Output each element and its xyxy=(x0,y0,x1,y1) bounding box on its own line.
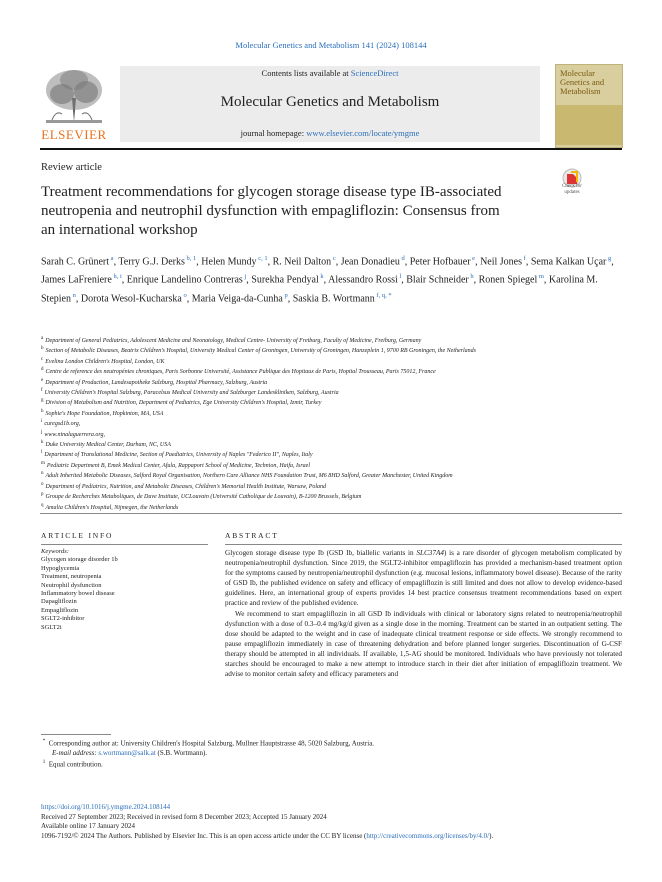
author-affiliation-marker[interactable]: h xyxy=(468,273,474,281)
author-name[interactable]: R. Neil Dalton xyxy=(272,256,332,268)
contents-available-line xyxy=(120,68,540,78)
author-list: Sarah C. Grünert $^a$, Terry G.J. Derks $^{b, 1}$, Helen Mundy $^{c, 1}$, R. Neil Dalton $^c$, Jean Donadieu $^d$, Peter Hofbauer $^e$, Neil Jones $^f$, Sema Kalkan Uçar $^g$, James LaFreniere $^{h, i}$, Enrique Landelino Contreras $^j$, Surekha Pendyal $^k$, Alessandro Rossi $^l$, Blair Schneider $^h$, Ronen Spiegel $^m$, Karolina M. Stepien $^n$, Dorota Wesol-Kucharska $^o$, Maria Veiga-da-Cunha $^p$, Saskia B. Wortmann $^{f, q, *}$ xyxy=(41,255,614,304)
affiliation-item: $^f$ University Children's Hospital Salzburg, Paracelsus Medical University and Salzburger Landeskliniken, Salzburg, Austria xyxy=(41,388,339,397)
license-prefix: 1096-7192/© 2024 The Authors. Published by Elsevier Inc. This is an open access article under the CC BY license ( xyxy=(41,831,367,840)
author-name[interactable]: Helen Mundy xyxy=(201,256,257,268)
email-label: E-mail address: xyxy=(52,749,99,758)
license-suffix: ). xyxy=(489,831,494,840)
affiliation-item: $^l$ Department of Translational Medicine, Section of Paediatrics, University of Naples "Federico II", Naples, Italy xyxy=(41,450,313,459)
keyword-item: SGLT2-inhibitor xyxy=(41,615,85,623)
footnotes xyxy=(41,737,621,770)
author-name[interactable]: Blair Schneider xyxy=(406,274,469,286)
author-name[interactable]: Neil Jones xyxy=(480,256,523,268)
journal-cover-thumbnail[interactable] xyxy=(555,64,623,148)
author-name[interactable]: Saskia B. Wortmann xyxy=(292,292,375,304)
affiliation-item: $^b$ Section of Metabolic Diseases, Beatrix Children's Hospital, University Medical Center of Groningen, University of Groningen, Hanzeplein 1, 9700 RB Groningen, the Netherlands xyxy=(41,346,476,355)
affiliation-item: $^g$ Division of Metabolism and Nutrition, Department of Pediatrics, Ege University Children's Hospital, Izmir, Turkey xyxy=(41,398,322,407)
received-dates: Received 27 September 2023; Received in revised form 8 December 2023; Accepted 15 January 2024 xyxy=(41,812,327,821)
author-name[interactable]: James LaFreniere xyxy=(41,274,112,286)
author-affiliation-marker[interactable]: c, 1 xyxy=(256,255,268,262)
author-name[interactable]: Karolina M. Stepien xyxy=(41,274,598,304)
author-affiliation-marker[interactable]: d xyxy=(399,255,405,262)
affiliation-item: $^h$ Sophie's Hope Foundation, Hopkinton, MA, USA xyxy=(41,408,164,417)
author-affiliation-marker[interactable]: h, i xyxy=(111,273,122,281)
author-name[interactable]: Maria Veiga-da-Cunha xyxy=(191,292,283,304)
author-name[interactable]: Dorota Wesol-Kucharska xyxy=(80,292,182,304)
abstract-rule xyxy=(225,544,622,545)
check-for-updates-label[interactable]: Check for updates xyxy=(562,184,582,195)
email-note xyxy=(41,748,621,758)
section-rule xyxy=(40,513,622,514)
keywords-block xyxy=(41,548,208,632)
contents-prefix: Contents lists available at xyxy=(261,68,351,78)
equal-contribution-note: $^1$ Equal contribution. xyxy=(42,760,103,769)
license-line xyxy=(41,832,631,842)
author-affiliation-marker[interactable]: n xyxy=(71,291,76,299)
affiliation-list xyxy=(41,335,621,512)
cover-title: Molecular Genetics and Metabolism xyxy=(560,68,605,96)
sciencedirect-link[interactable]: ScienceDirect xyxy=(350,68,399,78)
author-affiliation-marker[interactable]: m xyxy=(537,273,544,281)
journal-reference[interactable]: Molecular Genetics and Metabolism 141 (2024) 108144 xyxy=(235,40,427,50)
affiliation-item: $^d$ Centre de reference des neutropénies chroniques, Paris Sorbonne Université, Assistance Publique des Hopitaux de Paris, Hopital Trousseau, Paris 75012, France xyxy=(41,367,436,376)
elsevier-wordmark: ELSEVIER xyxy=(41,127,107,142)
article-title: Treatment recommendations for glycogen storage disease type IB-associated neutropenia and neutrophil dysfunction with empagliflozin: Consensus from an international workshop xyxy=(41,184,502,238)
author-affiliation-marker[interactable]: c xyxy=(331,255,336,262)
author-affiliation-marker[interactable]: j xyxy=(242,273,247,281)
keywords-list xyxy=(41,556,208,632)
author-affiliation-marker[interactable]: k xyxy=(318,273,324,281)
author-name[interactable]: Jean Donadieu xyxy=(340,256,400,268)
header-rule xyxy=(40,148,622,150)
article-info-rule xyxy=(41,544,208,545)
article-info-heading: ARTICLE INFO xyxy=(41,531,114,540)
author-name[interactable]: Terry G.J. Derks xyxy=(118,256,185,268)
author-affiliation-marker[interactable]: l xyxy=(397,273,402,281)
keyword-item: Dapagliflozin xyxy=(41,598,77,606)
affiliation-item: $^o$ Department of Pediatrics, Nutrition, and Metabolic Diseases, Children's Memorial Health Institute, Warsaw, Poland xyxy=(41,481,327,490)
corresponding-author-note: * Corresponding author at: University Children's Hospital Salzburg, Mullner Hauptstrasse 48, 5020 Salzburg, Austria. xyxy=(42,739,375,748)
affiliation-item: $^p$ Groupe de Recherches Metaboliques, de Duve Institute, UCLouvain (Université Catholique de Louvain), B-1200 Brussels, Belgium xyxy=(41,492,362,501)
author-affiliation-marker[interactable]: b, 1 xyxy=(184,255,197,262)
author-name[interactable]: Peter Hofbauer xyxy=(409,256,471,268)
author-affiliation-marker[interactable]: a xyxy=(109,255,114,262)
keyword-item: Neutrophil dysfunction xyxy=(41,581,102,589)
equal-text: Equal contribution. xyxy=(48,760,103,769)
affiliation-item: $^i$ curegsd1b.org, xyxy=(41,419,81,428)
author-affiliation-marker[interactable]: p xyxy=(282,291,288,299)
keyword-item: SGLT2i xyxy=(41,623,62,631)
keywords-label: Keywords: xyxy=(41,548,69,555)
article-type: Review article xyxy=(41,162,102,173)
author-affiliation-marker[interactable]: g xyxy=(606,255,612,262)
affiliation-item: $^c$ Evelina London Children's Hospital, London, UK xyxy=(41,356,165,365)
journal-title: Molecular Genetics and Metabolism xyxy=(220,94,440,110)
affiliation-item: $^j$ www.ninalaguerrera.org, xyxy=(41,429,106,438)
corresponding-text: Corresponding author at: University Children's Hospital Salzburg, Mullner Hauptstrasse 48, 5020 Salzburg, Austria. xyxy=(48,739,375,748)
affiliation-item: $^k$ Duke University Medical Center, Durham, NC, USA xyxy=(41,440,171,449)
author-affiliation-marker[interactable]: f xyxy=(522,255,526,262)
author-name[interactable]: Sema Kalkan Uçar xyxy=(530,256,607,268)
abstract-body xyxy=(225,548,622,679)
affiliation-item: $^n$ Adult Inherited Metabolic Diseases, Salford Royal Organisation, Northern Care Alliance NHS Foundation Trust, M6 8HD Salford, Greater Manchester, United Kingdom xyxy=(41,471,453,480)
affiliation-item: $^m$ Pediatric Department B, Emek Medical Center, Afula, Rappaport School of Medicine, Technion, Haifa, Israel xyxy=(41,460,311,469)
cover-band xyxy=(556,105,622,145)
author-name[interactable]: Ronen Spiegel xyxy=(478,274,538,286)
doi-block xyxy=(41,803,631,841)
homepage-link[interactable]: www.elsevier.com/locate/ymgme xyxy=(306,128,420,138)
author-name[interactable]: Alessandro Rossi xyxy=(328,274,398,286)
author-name[interactable]: Sarah C. Grünert xyxy=(41,256,110,268)
author-affiliation-marker[interactable]: f, q, * xyxy=(374,291,392,299)
available-online: Available online 17 January 2024 xyxy=(41,822,135,831)
author-name[interactable]: Enrique Landelino Contreras xyxy=(126,274,243,286)
affiliation-item: $^a$ Department of General Pediatrics, Adolescent Medicine and Neonatology, Medical Centre- University of Freiburg, Faculty of Medicine, Freiburg, Germany xyxy=(41,336,422,344)
footnote-rule xyxy=(41,734,111,735)
keyword-item: Empagliflozin xyxy=(41,606,79,614)
keyword-item: Inflammatory bowel disease xyxy=(41,590,115,598)
abstract-paragraph: Glycogen storage disease type Ib (GSD Ib, biallelic variants in SLC37A4) is a rare disorder of glycogen metabolism complicated by neutropenia/neutrophil dysfunction. Since 2019, the SGLT2-inhibitor empagliflozin has provided a mechanism-based treatment option for the symptoms caused by neutropenia/neutrophil dysfunction (e.g. mucosal lesions, inflammatory bowel disease). Because of the rarity of GSD Ib, the published evidence on safety and efficacy of empagliflozin is still limited and does not allow to develop evidence-based guidelines. Here, an international group of experts provides 14 best practice consensus treatment recommendations based on expert practice and review of the published evidence. xyxy=(225,549,622,608)
journal-homepage-line xyxy=(120,128,540,138)
author-affiliation-marker[interactable]: o xyxy=(181,291,187,299)
author-affiliation-marker[interactable]: e xyxy=(470,255,476,262)
abstract-paragraph: We recommend to start empagliflozin in all GSD Ib individuals with clinical or laboratory signs related to neutropenia/neutrophil dysfunction with a dose of 0.3–0.4 mg/kg/d given as a single dose in the morning. Treatment can be started in an outpatient setting. The dose should be adapted to the weight and in case of inadequate clinical treatment response or side effects. We strongly recommend to pause empagliflozin immediately in case of threatening dehydration and before planned longer surgeries. Discontinuation of G-CSF therapy should be attempted in all individuals. If available, 1,5-AG should be monitored. Individuals who have previously not tolerated starches should be encouraged to make a new attempt to introduce starch in their diet after initiation of empagliflozin treatment. We advise to monitor certain safety and efficacy parameters and xyxy=(225,609,622,679)
abstract-heading: ABSTRACT xyxy=(225,531,279,540)
email-link[interactable]: s.wortmann@salk.at xyxy=(98,749,156,758)
keyword-item: Hypoglycemia xyxy=(41,564,80,572)
affiliation-item: $^q$ Amalia Children's Hospital, Nijmegen, the Netherlands xyxy=(41,502,179,511)
license-link[interactable]: http://creativecommons.org/licenses/by/4.0/ xyxy=(366,831,490,840)
email-suffix: (S.B. Wortmann). xyxy=(155,749,208,758)
affiliation-item: $^e$ Department of Production, Landesapotheke Salzburg, Hospital Pharmacy, Salzburg, Austria xyxy=(41,377,268,386)
keyword-item: Glycogen storage disorder 1b xyxy=(41,556,118,564)
keyword-item: Treatment, neutropenia xyxy=(41,573,102,581)
author-name[interactable]: Surekha Pendyal xyxy=(251,274,319,286)
doi-link[interactable]: https://doi.org/10.1016/j.ymgme.2024.108144 xyxy=(41,803,171,811)
homepage-prefix: journal homepage: xyxy=(240,128,307,138)
